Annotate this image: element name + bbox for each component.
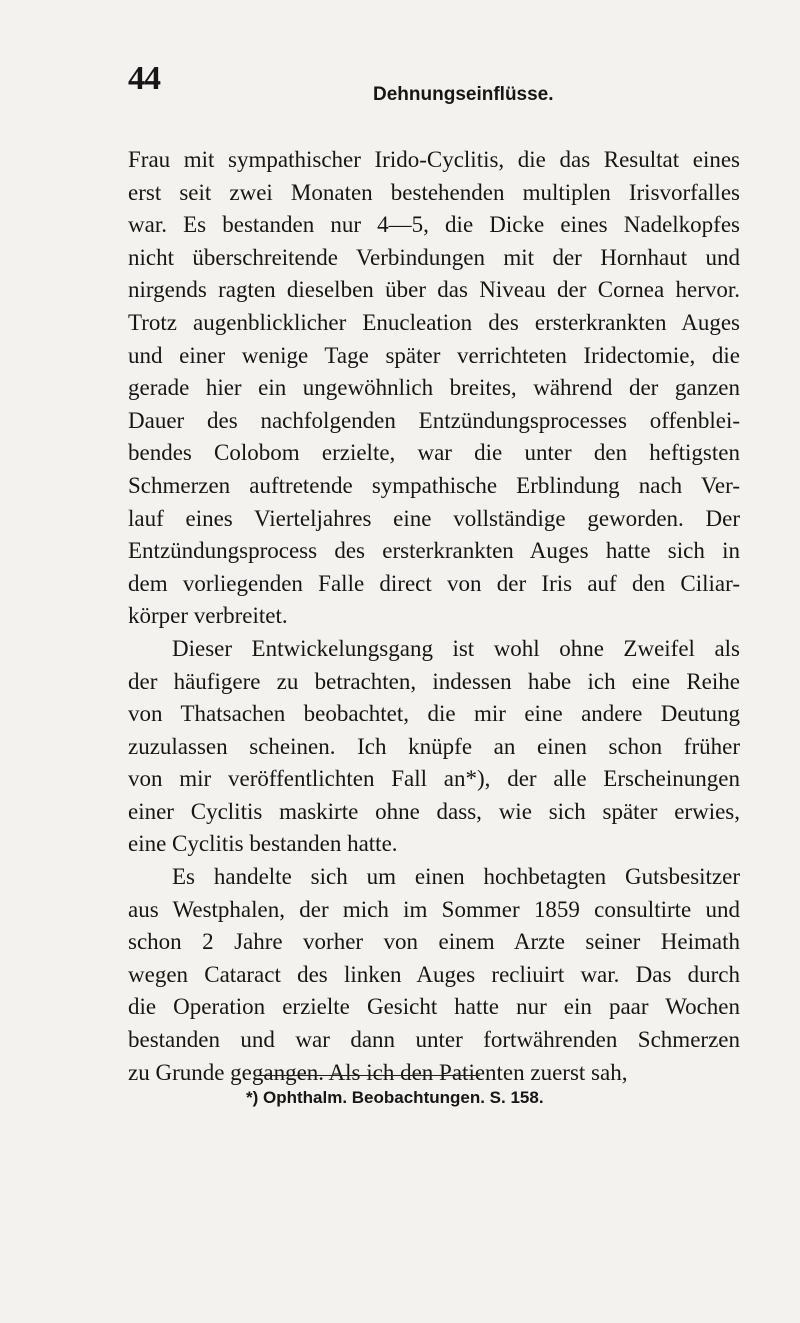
paragraph [128,144,740,633]
body-text [128,144,740,1089]
text-line: Es handelte sich um einen hochbetagten Gutsbesitzer [172,864,740,890]
text-line: körper verbreitet. [128,603,288,629]
text-line: von mir veröffentlichten Fall an*), der alle Erscheinungen [128,766,740,792]
paragraph [128,861,740,1089]
text-line: nicht überschreitende Verbindungen mit der Hornhaut und [128,244,740,270]
text-line: bendes Colobom erzielte, war die unter den heftigsten [128,440,740,466]
text-line: gerade hier ein ungewöhnlich breites, während der ganzen [128,375,740,401]
text-line: wegen Cataract des linken Auges recliuirt war. Das durch [128,961,740,987]
text-line: erst seit zwei Monaten bestehenden multiplen Irisvorfalles [128,179,740,205]
text-line: und einer wenige Tage später verrichteten Iridectomie, die [128,342,740,368]
paragraph [128,633,740,861]
text-line: einer Cyclitis maskirte ohne dass, wie sich später erwies, [128,798,740,824]
text-line: lauf eines Vierteljahres eine vollständige geworden. Der [128,505,740,531]
text-line: aus Westphalen, der mich im Sommer 1859 consultirte und [128,896,740,922]
text-line: der häufigere zu betrachten, indessen habe ich eine Reihe [128,668,740,694]
text-line: war. Es bestanden nur 4—5, die Dicke eines Nadelkopfes [128,212,740,238]
text-line: Trotz augenblicklicher Enucleation des ersterkrankten Auges [128,309,740,335]
text-line: Dieser Entwickelungsgang ist wohl ohne Zweifel als [172,635,740,661]
text-line: Frau mit sympathischer Irido-Cyclitis, die das Resultat eines [128,147,740,172]
text-line: Entzündungsprocess des ersterkrankten Auges hatte sich in [128,538,740,564]
text-line: schon 2 Jahre vorher von einem Arzte seiner Heimath [128,929,740,955]
text-line: zuzulassen scheinen. Ich knüpfe an einen schon früher [128,733,740,759]
page-number: 44 [128,60,160,97]
text-line: zu Grunde gegangen. Als ich den Patienten zuerst sah, [128,1059,628,1085]
text-line: Schmerzen auftretende sympathische Erblindung nach Ver- [128,472,740,498]
text-line: die Operation erzielte Gesicht hatte nur ein paar Wochen [128,994,740,1020]
running-head: Dehnungseinflüsse. [373,84,554,105]
footnote-rule [258,1075,480,1076]
text-line: dem vorliegenden Falle direct von der Iris auf den Ciliar- [128,570,740,596]
text-line: Dauer des nachfolgenden Entzündungsprocesses offenblei- [128,407,740,433]
text-line: von Thatsachen beobachtet, die mir eine andere Deutung [128,701,740,727]
text-line: eine Cyclitis bestanden hatte. [128,831,398,857]
footnote: *) Ophthalm. Beobachtungen. S. 158. [246,1088,544,1107]
text-line: bestanden und war dann unter fortwährenden Schmerzen [128,1027,740,1053]
text-line: nirgends ragten dieselben über das Niveau der Cornea hervor. [128,277,740,303]
